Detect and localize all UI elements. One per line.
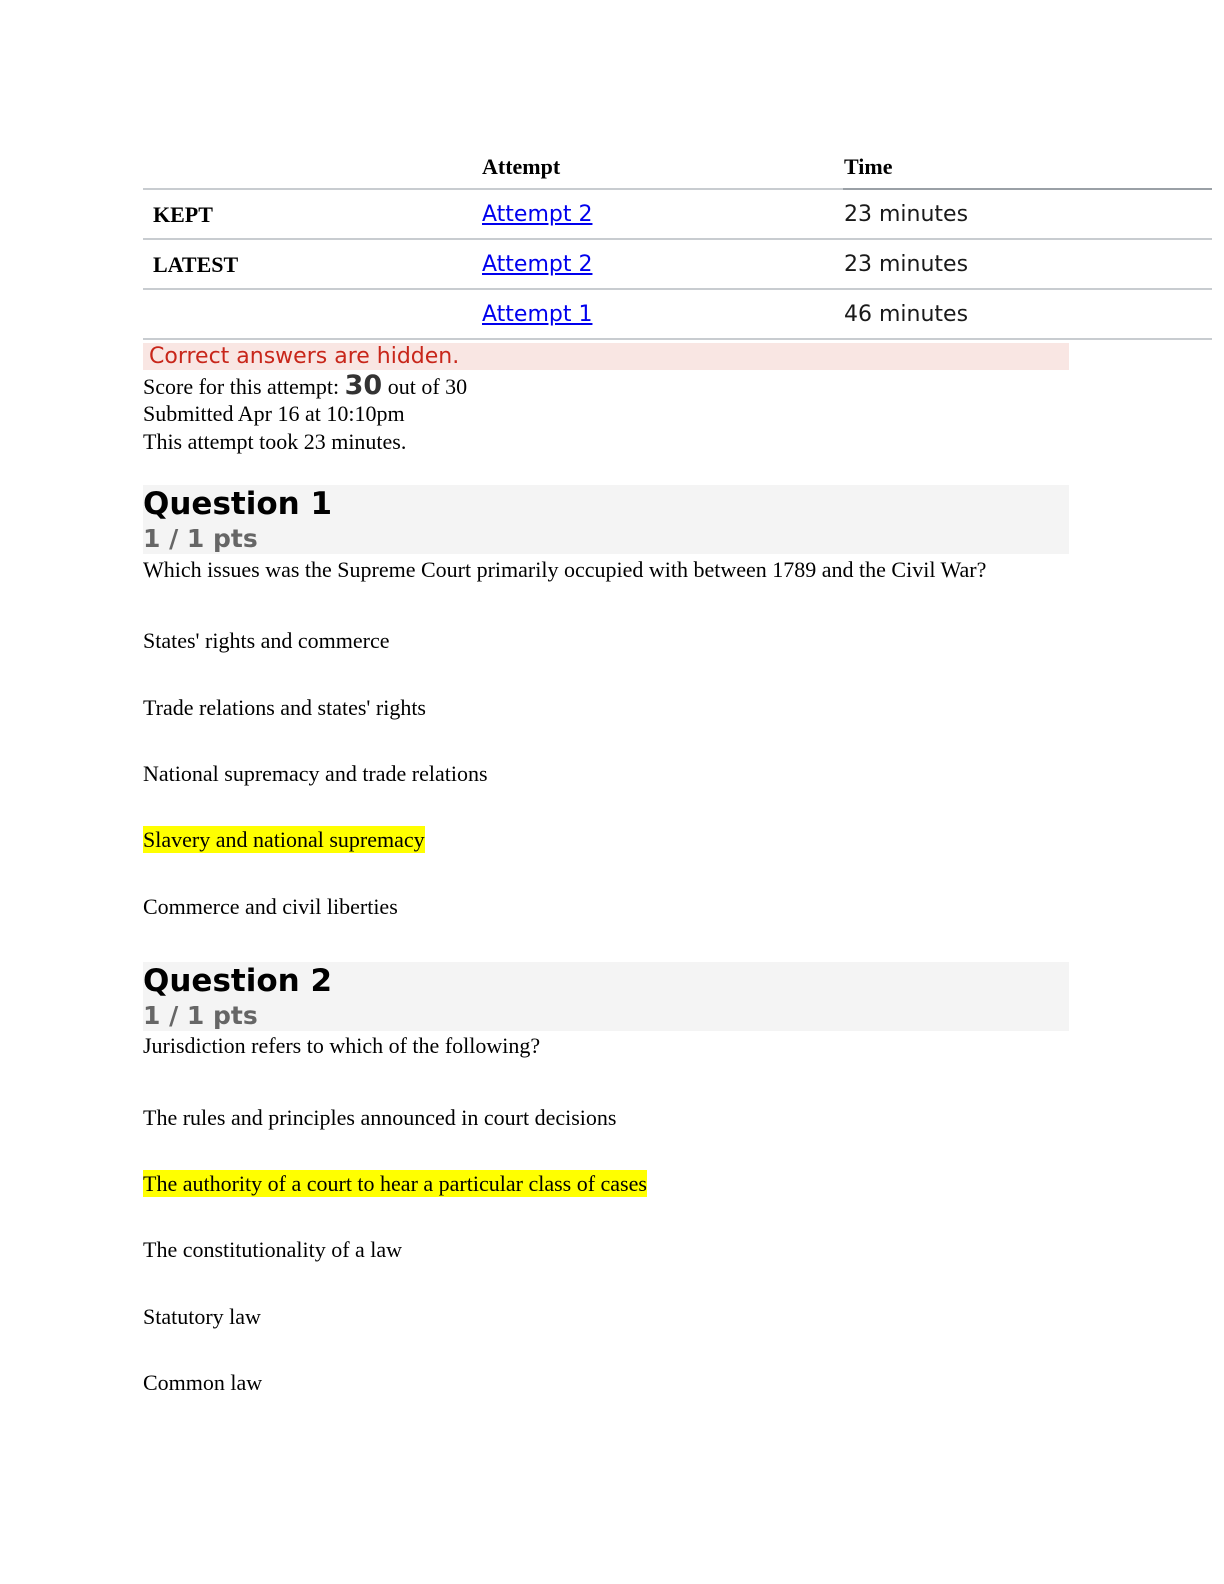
- question-points: 1 / 1 pts: [143, 1001, 258, 1030]
- answer-option: Commerce and civil liberties: [143, 894, 398, 919]
- answer-option: States' rights and commerce: [143, 628, 390, 653]
- attempt-time: 23 minutes: [844, 202, 969, 227]
- answer-option-selected: The authority of a court to hear a particular class of cases: [143, 1171, 647, 1196]
- answer-option: Trade relations and states' rights: [143, 695, 426, 720]
- attempt-link[interactable]: Attempt 2: [482, 252, 593, 277]
- attempt-link[interactable]: Attempt 2: [482, 202, 593, 227]
- attempts-table-header: [143, 140, 1212, 190]
- answer-option: National supremacy and trade relations: [143, 761, 488, 786]
- attempts-table: [143, 140, 1212, 340]
- row-label-latest: LATEST: [153, 252, 239, 277]
- answer-option: The constitutionality of a law: [143, 1237, 403, 1262]
- attempt-time: 46 minutes: [844, 302, 969, 327]
- correct-answers-hidden-notice: [143, 343, 1069, 370]
- question-points: 1 / 1 pts: [143, 524, 258, 553]
- question-text: Which issues was the Supreme Court primarily occupied with between 1789 and the Civil War?: [143, 557, 987, 582]
- attempt-time: 23 minutes: [844, 252, 969, 277]
- table-row: [143, 240, 1212, 290]
- score-prefix: Score for this attempt:: [143, 374, 345, 399]
- score-summary: [143, 372, 467, 456]
- question-title: Question 2: [143, 963, 333, 999]
- answer-option: Statutory law: [143, 1304, 261, 1329]
- question-title: Question 1: [143, 486, 333, 522]
- header-time: Time: [844, 154, 893, 179]
- attempt-link[interactable]: Attempt 1: [482, 302, 593, 327]
- answer-option: Common law: [143, 1370, 263, 1395]
- answer-option-selected: Slavery and national supremacy: [143, 827, 425, 852]
- question-header: [143, 485, 1069, 554]
- notice-text: Correct answers are hidden.: [149, 344, 460, 369]
- header-attempt: Attempt: [482, 154, 561, 179]
- submitted-time: Submitted Apr 16 at 10:10pm: [143, 401, 405, 426]
- score-line: [143, 372, 467, 400]
- score-suffix: out of 30: [382, 374, 468, 399]
- row-divider: [143, 338, 1212, 340]
- table-row: [143, 290, 1212, 340]
- answer-option: The rules and principles announced in court decisions: [143, 1105, 617, 1130]
- attempt-duration: This attempt took 23 minutes.: [143, 429, 407, 454]
- question-header: [143, 962, 1069, 1031]
- score-value: 30: [344, 370, 383, 401]
- table-row: [143, 190, 1212, 240]
- row-label-kept: KEPT: [153, 202, 213, 227]
- question-text: Jurisdiction refers to which of the following?: [143, 1033, 541, 1058]
